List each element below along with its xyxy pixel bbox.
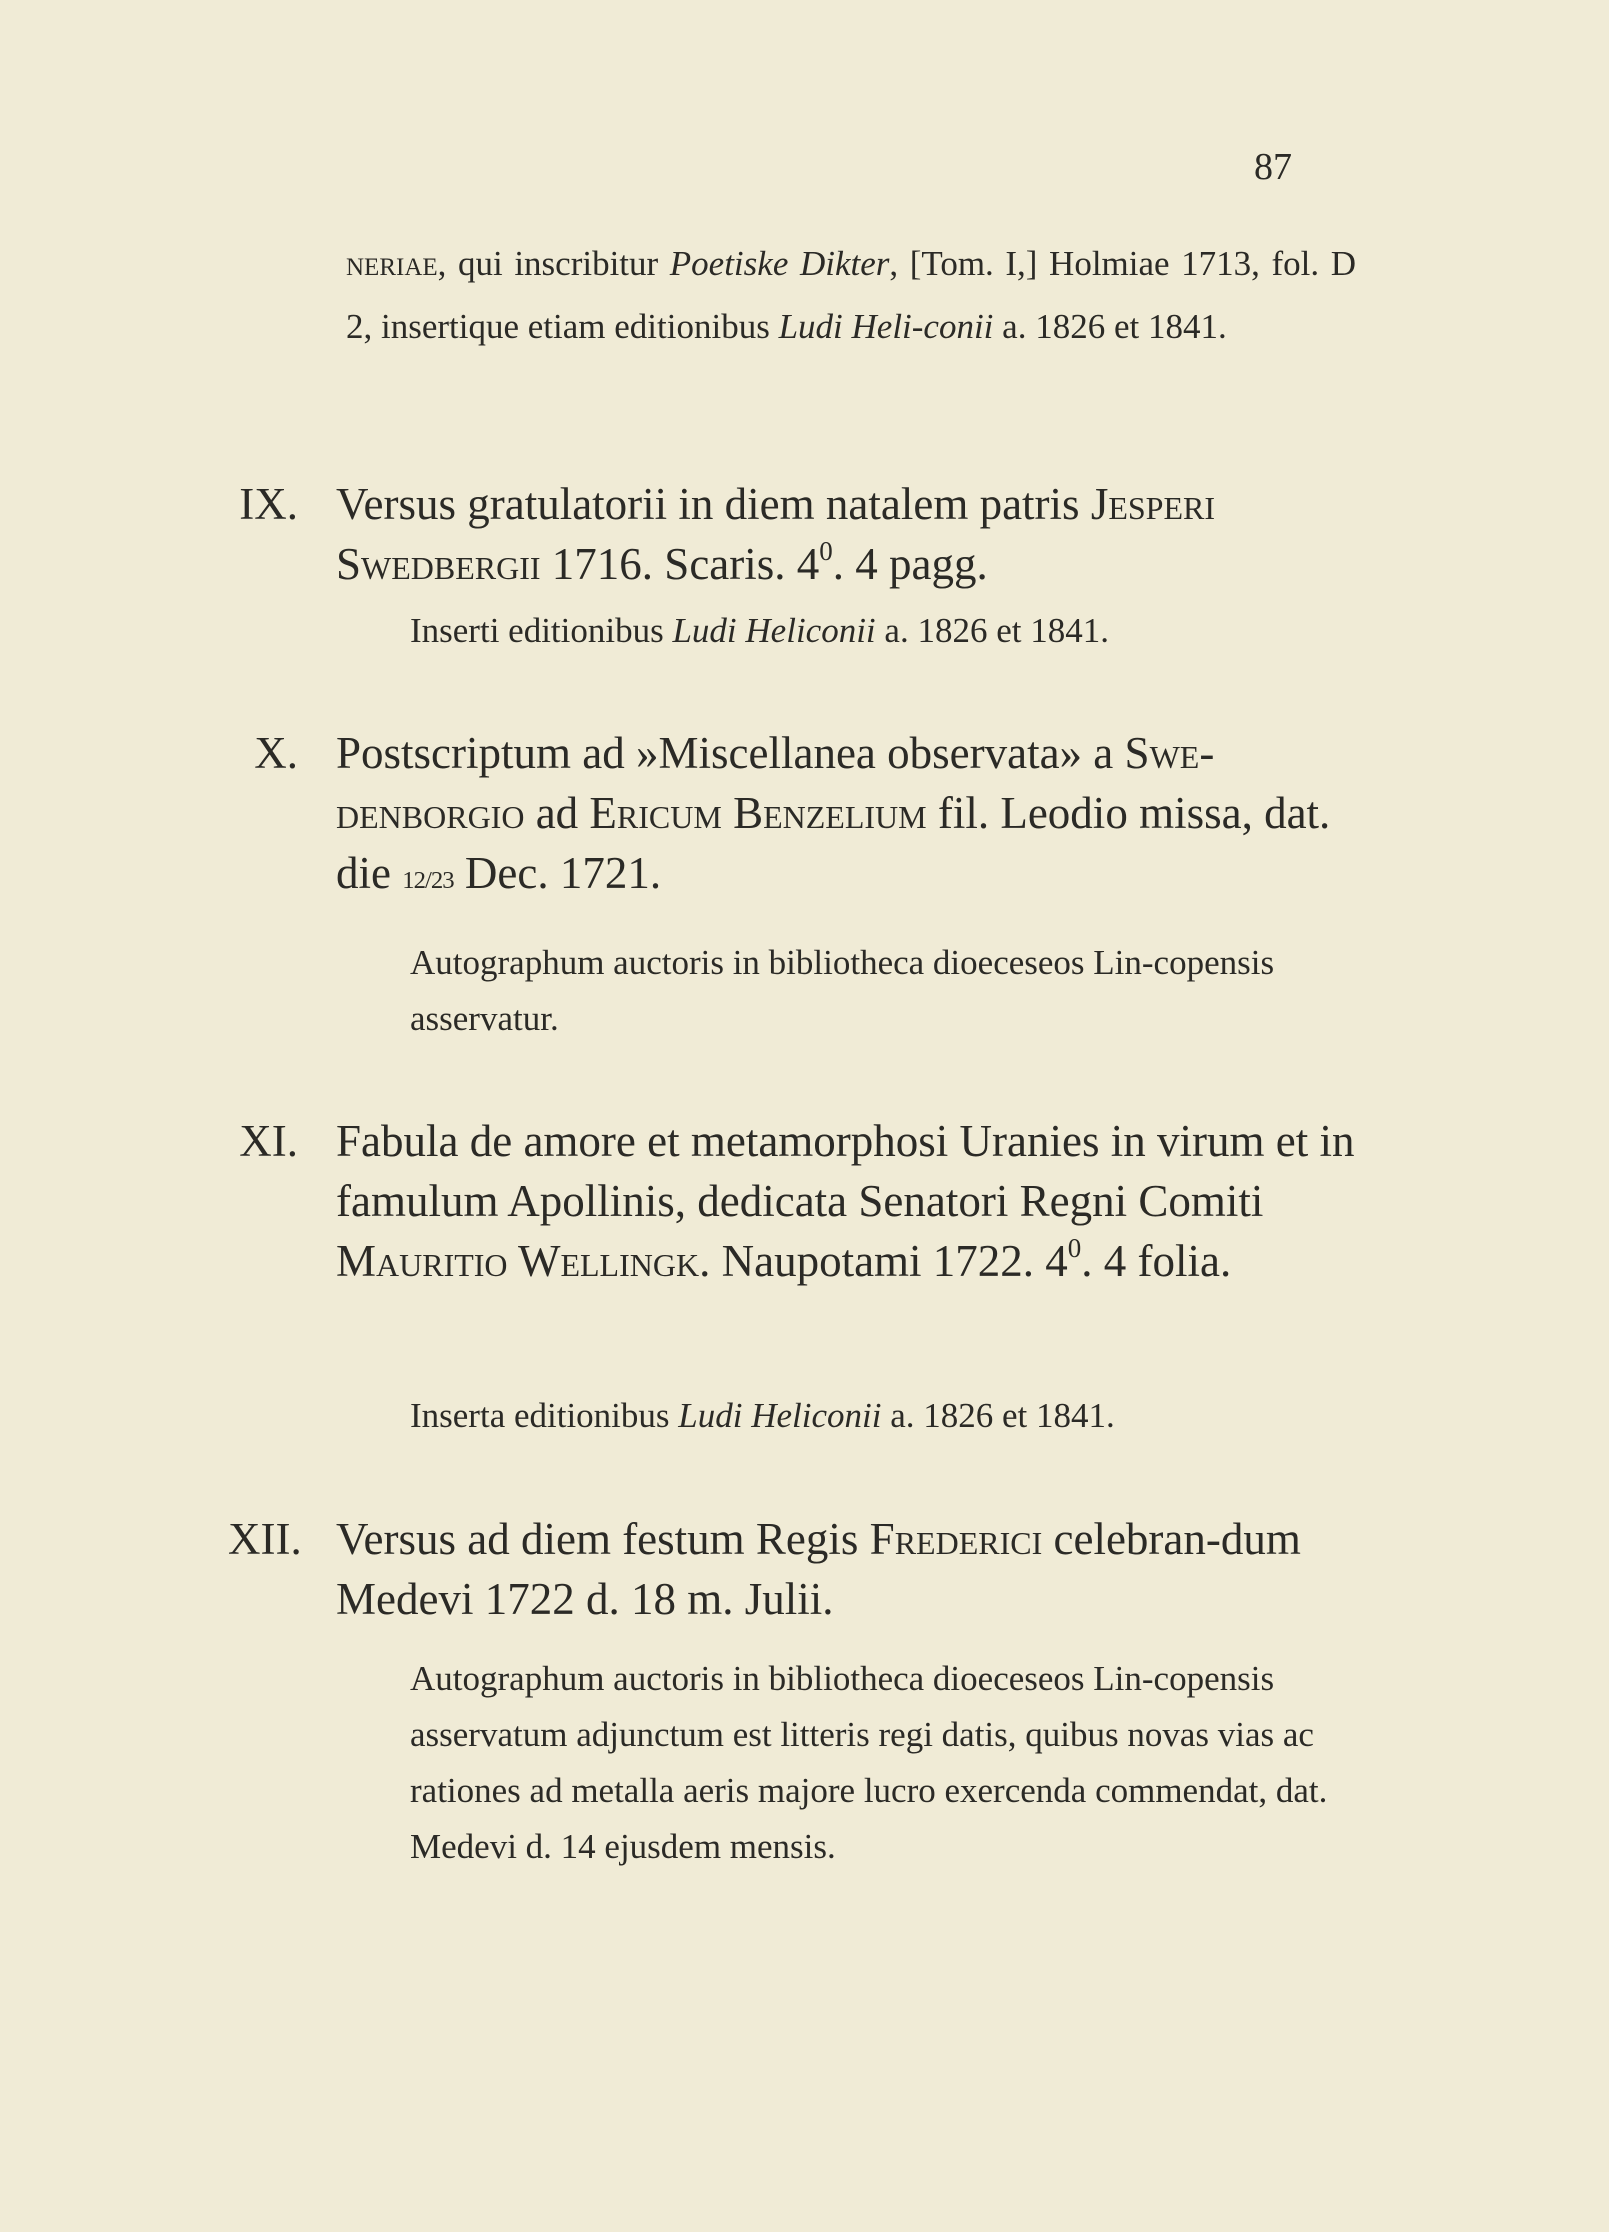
text-segment: , [Tom. I,] Holmiae 1713, fol. D 2, insertique etiam editionibus bbox=[346, 244, 1357, 346]
text-segment: celebran-dum Medevi 1722 d. 18 m. Julii. bbox=[336, 1514, 1301, 1624]
small-caps-name: Mauritio Wellingk bbox=[336, 1236, 700, 1286]
entry-heading bbox=[336, 723, 1356, 911]
superscript: 0 bbox=[1067, 1233, 1082, 1264]
entry-note bbox=[410, 1388, 1370, 1444]
entry-numeral: XI. bbox=[239, 1116, 298, 1166]
entry-note: Autographum auctoris in bibliotheca dioeceseos Lin-copensis asservatur. bbox=[410, 943, 1275, 1038]
text-segment: Inserta editionibus bbox=[410, 1396, 679, 1435]
small-caps-name: Jesperi Swedbergii bbox=[336, 479, 1216, 589]
entry-heading bbox=[336, 1111, 1356, 1291]
text-segment: a. 1826 et 1841. bbox=[993, 307, 1227, 346]
text-segment: a. 1826 et 1841. bbox=[881, 1396, 1115, 1435]
text-segment: 1716. Scaris. 4 bbox=[540, 539, 820, 589]
date-fraction: 12/23 bbox=[402, 867, 454, 894]
entry-note: Autographum auctoris in bibliotheca dioeceseos Lin-copensis asservatum adjunctum est litteris regi datis, quibus novas vias ac rationes ad metalla aeris majore lucro exercenda commendat, dat. Medevi d. 14 ejusdem mensis. bbox=[410, 1659, 1328, 1866]
entry-heading bbox=[336, 1509, 1356, 1629]
small-caps-name: Swe-denborgio bbox=[336, 728, 1215, 838]
entry-numeral: IX. bbox=[239, 479, 298, 529]
entry-heading bbox=[336, 474, 1356, 594]
entry-note bbox=[410, 603, 1370, 659]
page-number: 87 bbox=[1254, 146, 1292, 188]
superscript: 0 bbox=[819, 536, 833, 567]
text-segment: Postscriptum ad »Miscellanea observata» a bbox=[336, 728, 1125, 778]
italic-title: Ludi Heli-conii bbox=[778, 307, 994, 346]
text-segment: Versus ad diem festum Regis bbox=[336, 1514, 870, 1564]
continuation-paragraph bbox=[346, 232, 1356, 358]
text-segment: fil. Leodio missa, dat. die bbox=[336, 788, 1331, 898]
text-segment: Inserti editionibus bbox=[410, 611, 673, 650]
text-segment: , qui inscribitur bbox=[437, 244, 670, 283]
text-segment: Dec. 1721. bbox=[453, 848, 662, 898]
italic-title: Ludi Heliconii bbox=[678, 1396, 882, 1435]
text-segment: . 4 pagg. bbox=[832, 539, 988, 589]
small-caps-name: neriae bbox=[346, 244, 438, 283]
text-segment: ad bbox=[524, 788, 590, 838]
text-segment: . Naupotami 1722. 4 bbox=[699, 1236, 1068, 1286]
small-caps-name: Ericum Benzelium bbox=[589, 788, 927, 838]
text-segment: Fabula de amore et metamorphosi Uranies in virum et in famulum Apollinis, dedicata Senatori Regni Comiti bbox=[336, 1116, 1355, 1226]
text-segment: a. 1826 et 1841. bbox=[875, 611, 1109, 650]
text-segment: Versus gratulatorii in diem natalem patris bbox=[336, 479, 1091, 529]
entry-numeral: XII. bbox=[228, 1514, 302, 1564]
entry-numeral: X. bbox=[254, 728, 298, 778]
text-segment: . 4 folia. bbox=[1081, 1236, 1232, 1286]
italic-title: Ludi Heliconii bbox=[672, 611, 876, 650]
small-caps-name: Frederici bbox=[869, 1514, 1043, 1564]
italic-title: Poetiske Dikter bbox=[669, 244, 890, 283]
